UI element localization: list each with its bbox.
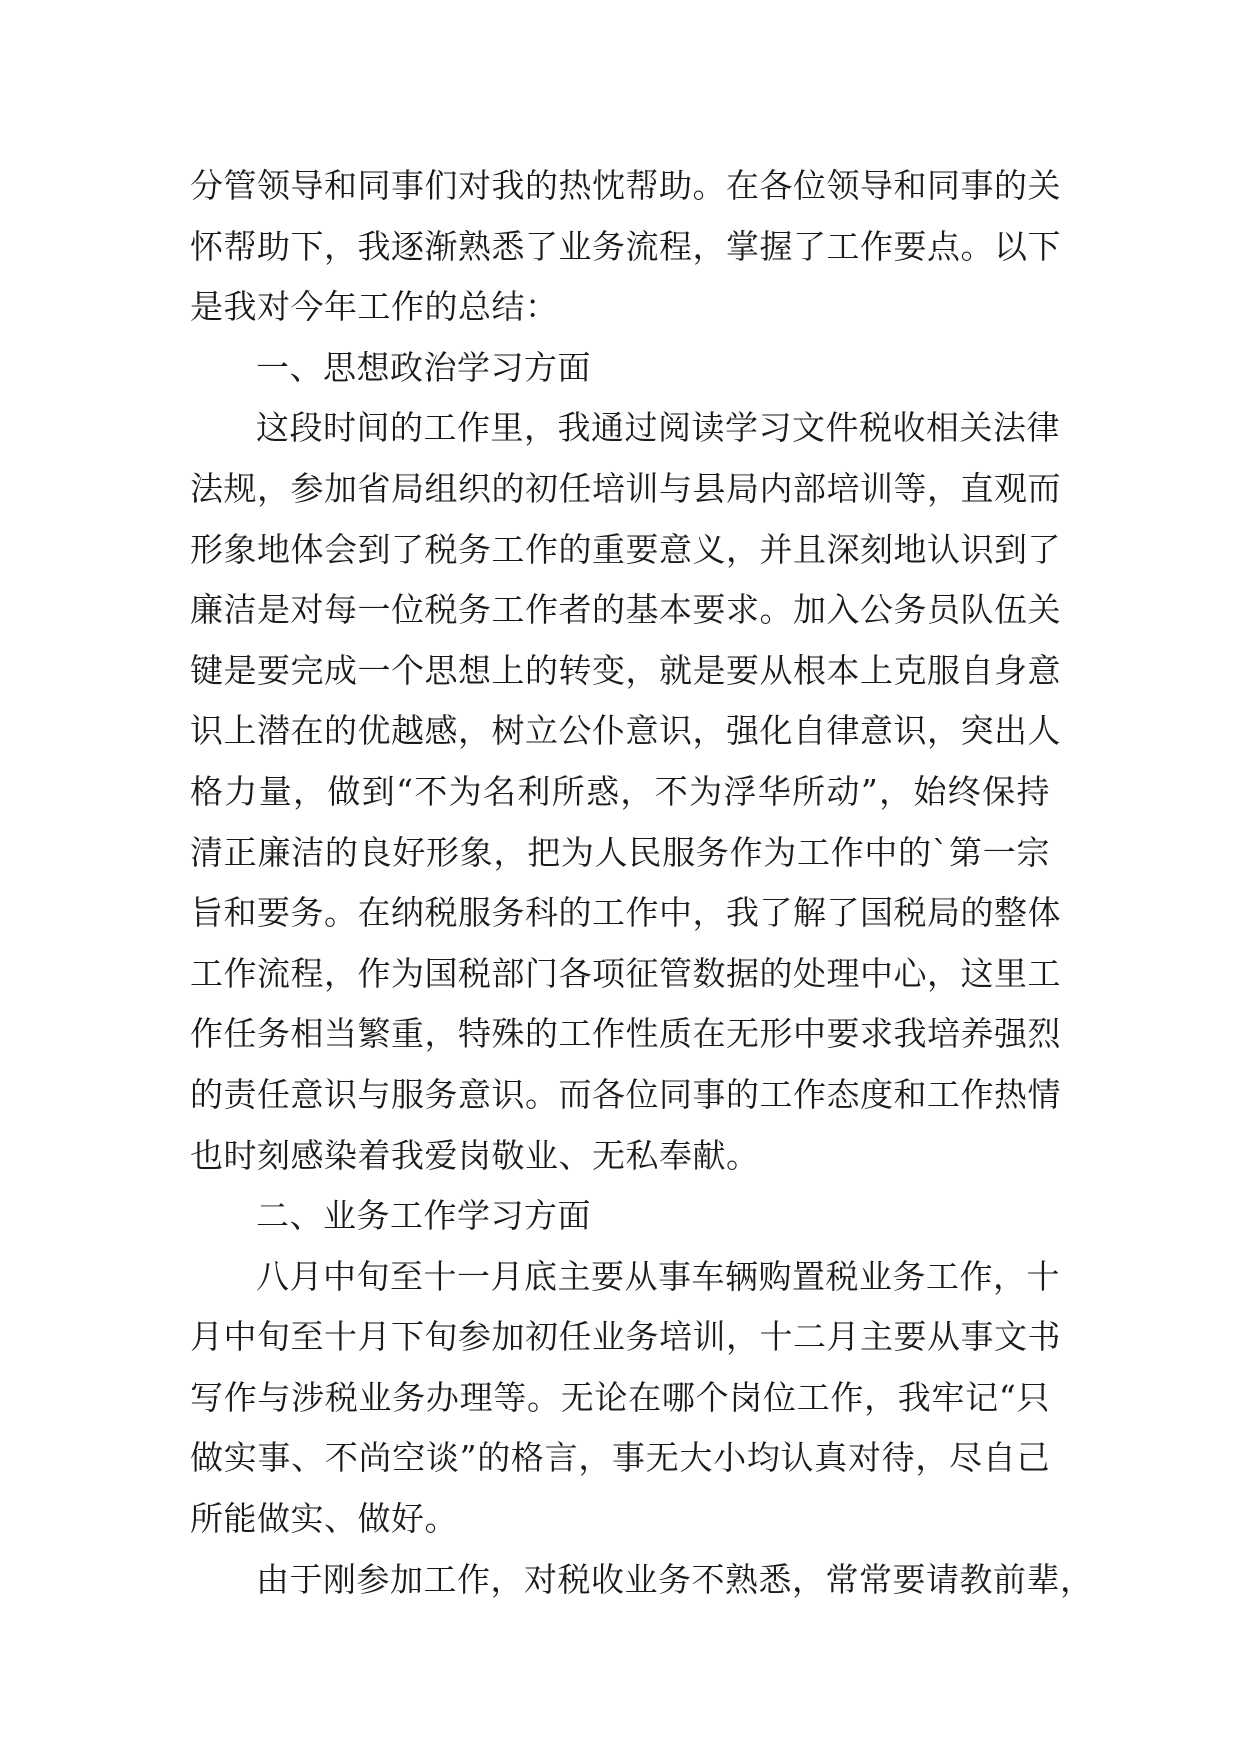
paragraph-line: 八月中旬至十一月底主要从事车辆购置税业务工作，十 xyxy=(256,1256,1060,1296)
section-heading: 一、思想政治学习方面 xyxy=(256,347,591,387)
paragraph-line: 是我对今年工作的总结： xyxy=(190,287,559,327)
paragraph-line: 工作流程，作为国税部门各项征管数据的处理中心，这里工 xyxy=(190,953,1061,993)
paragraph-line: 作任务相当繁重，特殊的工作性质在无形中要求我培养强烈 xyxy=(190,1014,1061,1054)
section-heading: 二、业务工作学习方面 xyxy=(256,1196,591,1236)
body-text xyxy=(190,156,1094,1610)
paragraph-line: 怀帮助下，我逐渐熟悉了业务流程，掌握了工作要点。以下 xyxy=(190,226,1061,266)
paragraph-line: 所能做实、做好。 xyxy=(190,1499,458,1539)
paragraph-line: 格力量，做到“不为名利所惑，不为浮华所动”，始终保持 xyxy=(190,771,1050,811)
paragraph-line: 也时刻感染着我爱岗敬业、无私奉献。 xyxy=(190,1135,760,1175)
paragraph-line: 写作与涉税业务办理等。无论在哪个岗位工作，我牢记“只 xyxy=(190,1377,1050,1417)
paragraph-line: 识上潜在的优越感，树立公仆意识，强化自律意识，突出人 xyxy=(190,711,1061,751)
paragraph-line: 做实事、不尚空谈”的格言，事无大小均认真对待，尽自己 xyxy=(190,1438,1050,1478)
paragraph-line: 这段时间的工作里，我通过阅读学习文件税收相关法律 xyxy=(256,408,1060,448)
paragraph-line: 键是要完成一个思想上的转变，就是要从根本上克服自身意 xyxy=(190,650,1061,690)
paragraph-line: 月中旬至十月下旬参加初任业务培训，十二月主要从事文书 xyxy=(190,1317,1061,1357)
paragraph-line: 清正廉洁的良好形象，把为人民服务作为工作中的`第一宗 xyxy=(190,832,1050,872)
paragraph-line: 分管领导和同事们对我的热忱帮助。在各位领导和同事的关 xyxy=(190,166,1061,205)
paragraph-line: 旨和要务。在纳税服务科的工作中，我了解了国税局的整体 xyxy=(190,893,1061,933)
paragraph-line: 法规，参加省局组织的初任培训与县局内部培训等，直观而 xyxy=(190,468,1061,508)
paragraph-line: 的责任意识与服务意识。而各位同事的工作态度和工作热情 xyxy=(190,1074,1061,1114)
paragraph-line: 形象地体会到了税务工作的重要意义，并且深刻地认识到了 xyxy=(190,529,1061,569)
paragraph-line: 廉洁是对每一位税务工作者的基本要求。加入公务员队伍关 xyxy=(190,590,1061,630)
paragraph-line: 由于刚参加工作，对税收业务不熟悉，常常要请教前辈， xyxy=(256,1559,1094,1599)
